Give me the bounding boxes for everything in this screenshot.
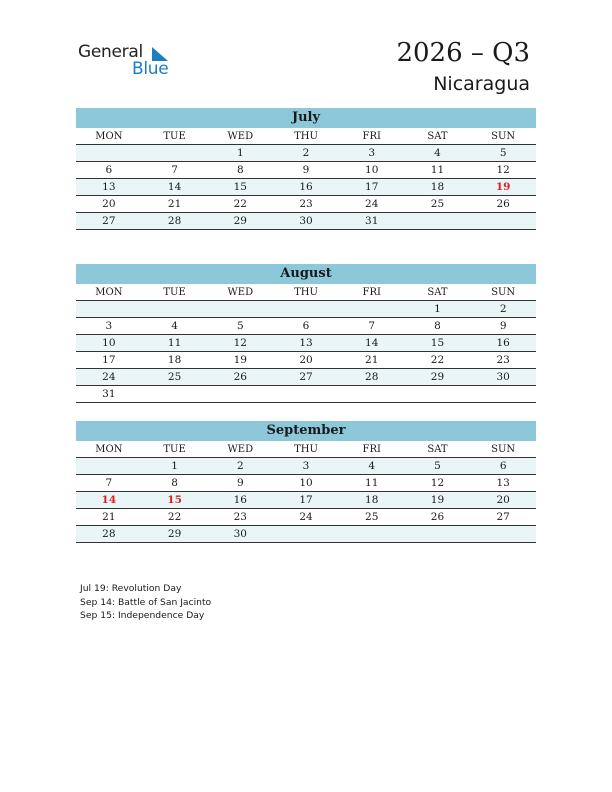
day-cell: 31 — [365, 215, 379, 227]
day-cell: 13 — [102, 181, 116, 193]
day-cell: 10 — [102, 337, 116, 349]
day-cell: 30 — [233, 528, 247, 540]
day-cell: 22 — [167, 511, 182, 523]
empty-day-cell — [76, 301, 142, 317]
day-cell: 6 — [105, 164, 113, 176]
day-cell: 5 — [236, 320, 244, 332]
empty-day-cell — [273, 301, 339, 317]
day-cell: 14 — [365, 337, 379, 349]
holiday-note: Sep 15: Independence Day — [80, 610, 205, 621]
empty-day-cell — [142, 301, 208, 317]
holiday-note: Jul 19: Revolution Day — [80, 583, 182, 594]
week-row — [76, 386, 536, 403]
day-cell: 24 — [365, 198, 379, 210]
day-cell: 5 — [434, 460, 441, 472]
weekday-label: THU — [294, 287, 318, 298]
brand-word-general: General — [78, 42, 143, 62]
day-cell: 14 — [167, 181, 182, 193]
day-cell: 31 — [102, 388, 116, 400]
weekday-header-row — [76, 441, 536, 458]
day-cell: 12 — [430, 477, 445, 489]
day-cell: 25 — [430, 198, 445, 210]
empty-day-cell — [273, 386, 339, 402]
weekday-label: WED — [227, 287, 254, 298]
day-cell: 14 — [101, 494, 117, 506]
month-calendar-july — [76, 108, 536, 230]
week-row — [76, 352, 536, 369]
day-cell: 29 — [167, 528, 182, 540]
empty-day-cell — [405, 526, 471, 542]
day-cell: 19 — [233, 354, 247, 366]
day-cell: 17 — [365, 181, 379, 193]
day-cell: 1 — [434, 303, 441, 315]
day-cell: 30 — [496, 371, 510, 383]
day-cell: 16 — [233, 494, 247, 506]
month-calendar-september — [76, 421, 536, 543]
month-title: August — [76, 264, 536, 284]
weekday-label: SUN — [491, 131, 516, 142]
weekday-header-row — [76, 284, 536, 301]
month-calendar-august — [76, 264, 536, 403]
weekday-label: TUE — [163, 444, 186, 455]
weekday-label: FRI — [362, 131, 381, 142]
brand-logo — [78, 42, 178, 78]
day-cell: 12 — [233, 337, 247, 349]
empty-day-cell — [405, 213, 471, 229]
weekday-header-row — [76, 128, 536, 145]
day-cell: 10 — [365, 164, 379, 176]
day-cell: 26 — [233, 371, 247, 383]
day-cell: 5 — [499, 147, 507, 159]
day-cell: 25 — [365, 511, 379, 523]
day-cell: 23 — [233, 511, 247, 523]
month-title: July — [76, 108, 536, 128]
day-cell: 27 — [102, 215, 116, 227]
day-cell: 8 — [236, 164, 244, 176]
weekday-label: TUE — [163, 131, 186, 142]
day-cell: 26 — [496, 198, 510, 210]
day-cell: 18 — [167, 354, 182, 366]
weekday-label: TUE — [163, 287, 186, 298]
empty-day-cell — [142, 386, 208, 402]
empty-day-cell — [339, 526, 405, 542]
day-cell: 16 — [299, 181, 313, 193]
day-cell: 26 — [430, 511, 445, 523]
day-cell: 3 — [302, 460, 310, 472]
day-cell: 13 — [299, 337, 313, 349]
day-cell: 6 — [302, 320, 310, 332]
weekday-label: MON — [95, 287, 123, 298]
week-row — [76, 475, 536, 492]
week-row — [76, 301, 536, 318]
day-cell: 21 — [167, 198, 182, 210]
day-cell: 22 — [430, 354, 445, 366]
week-row — [76, 213, 536, 230]
week-row — [76, 179, 536, 196]
day-cell: 24 — [299, 511, 313, 523]
weekday-label: SAT — [427, 444, 448, 455]
day-cell: 30 — [299, 215, 313, 227]
weekday-label: THU — [294, 444, 318, 455]
day-cell: 20 — [496, 494, 510, 506]
empty-day-cell — [207, 386, 273, 402]
day-cell: 7 — [171, 164, 178, 176]
weekday-label: WED — [227, 444, 254, 455]
day-cell: 15 — [430, 337, 445, 349]
empty-day-cell — [273, 526, 339, 542]
day-cell: 15 — [233, 181, 247, 193]
day-cell: 2 — [236, 460, 244, 472]
day-cell: 27 — [496, 511, 510, 523]
day-cell: 2 — [499, 303, 507, 315]
day-cell: 21 — [102, 511, 116, 523]
week-row — [76, 318, 536, 335]
week-row — [76, 196, 536, 213]
brand-word-blue: Blue — [132, 59, 169, 79]
day-cell: 18 — [430, 181, 445, 193]
week-row — [76, 162, 536, 179]
week-row — [76, 335, 536, 352]
day-cell: 4 — [368, 460, 376, 472]
weekday-label: SAT — [427, 287, 448, 298]
weekday-label: SAT — [427, 131, 448, 142]
day-cell: 24 — [102, 371, 116, 383]
weekday-label: THU — [294, 131, 318, 142]
day-cell: 4 — [434, 147, 441, 159]
day-cell: 28 — [102, 528, 116, 540]
country-name: Nicaragua — [433, 73, 530, 95]
weekday-label: WED — [227, 131, 254, 142]
empty-day-cell — [207, 301, 273, 317]
day-cell: 29 — [233, 215, 247, 227]
day-cell: 13 — [496, 477, 510, 489]
week-row — [76, 492, 536, 509]
empty-day-cell — [76, 145, 142, 161]
day-cell: 16 — [496, 337, 510, 349]
day-cell: 1 — [236, 147, 244, 159]
week-row — [76, 509, 536, 526]
day-cell: 21 — [365, 354, 379, 366]
day-cell: 7 — [368, 320, 376, 332]
empty-day-cell — [470, 526, 536, 542]
day-cell: 19 — [430, 494, 445, 506]
weekday-label: MON — [95, 131, 123, 142]
day-cell: 8 — [434, 320, 441, 332]
day-cell: 15 — [167, 494, 182, 506]
day-cell: 1 — [171, 460, 178, 472]
month-title: September — [76, 421, 536, 441]
day-cell: 28 — [167, 215, 182, 227]
day-cell: 11 — [430, 164, 445, 176]
week-row — [76, 458, 536, 475]
weekday-label: FRI — [362, 444, 381, 455]
empty-day-cell — [405, 386, 471, 402]
day-cell: 19 — [495, 181, 511, 193]
day-cell: 10 — [299, 477, 313, 489]
day-cell: 3 — [105, 320, 113, 332]
week-row — [76, 526, 536, 543]
day-cell: 25 — [167, 371, 182, 383]
weekday-label: MON — [95, 444, 123, 455]
day-cell: 3 — [368, 147, 376, 159]
empty-day-cell — [470, 213, 536, 229]
day-cell: 17 — [102, 354, 116, 366]
day-cell: 23 — [299, 198, 313, 210]
day-cell: 12 — [496, 164, 510, 176]
day-cell: 9 — [499, 320, 507, 332]
weekday-label: FRI — [362, 287, 381, 298]
empty-day-cell — [142, 145, 208, 161]
day-cell: 20 — [102, 198, 116, 210]
day-cell: 6 — [499, 460, 507, 472]
holiday-note: Sep 14: Battle of San Jacinto — [80, 596, 212, 608]
week-row — [76, 369, 536, 386]
empty-day-cell — [470, 386, 536, 402]
week-row — [76, 145, 536, 162]
day-cell: 4 — [171, 320, 178, 332]
day-cell: 22 — [233, 198, 247, 210]
day-cell: 17 — [299, 494, 313, 506]
day-cell: 11 — [167, 337, 182, 349]
day-cell: 9 — [236, 477, 244, 489]
weekday-label: SUN — [491, 444, 516, 455]
day-cell: 2 — [302, 147, 310, 159]
empty-day-cell — [76, 458, 142, 474]
day-cell: 29 — [430, 371, 445, 383]
holiday-notes — [80, 582, 211, 623]
day-cell: 11 — [365, 477, 379, 489]
day-cell: 28 — [365, 371, 379, 383]
weekday-label: SUN — [491, 287, 516, 298]
day-cell: 7 — [105, 477, 113, 489]
page-title: 2026 – Q3 — [396, 38, 530, 68]
day-cell: 20 — [299, 354, 313, 366]
empty-day-cell — [339, 301, 405, 317]
day-cell: 27 — [299, 371, 313, 383]
day-cell: 8 — [171, 477, 178, 489]
day-cell: 23 — [496, 354, 510, 366]
empty-day-cell — [339, 386, 405, 402]
day-cell: 18 — [365, 494, 379, 506]
day-cell: 9 — [302, 164, 310, 176]
